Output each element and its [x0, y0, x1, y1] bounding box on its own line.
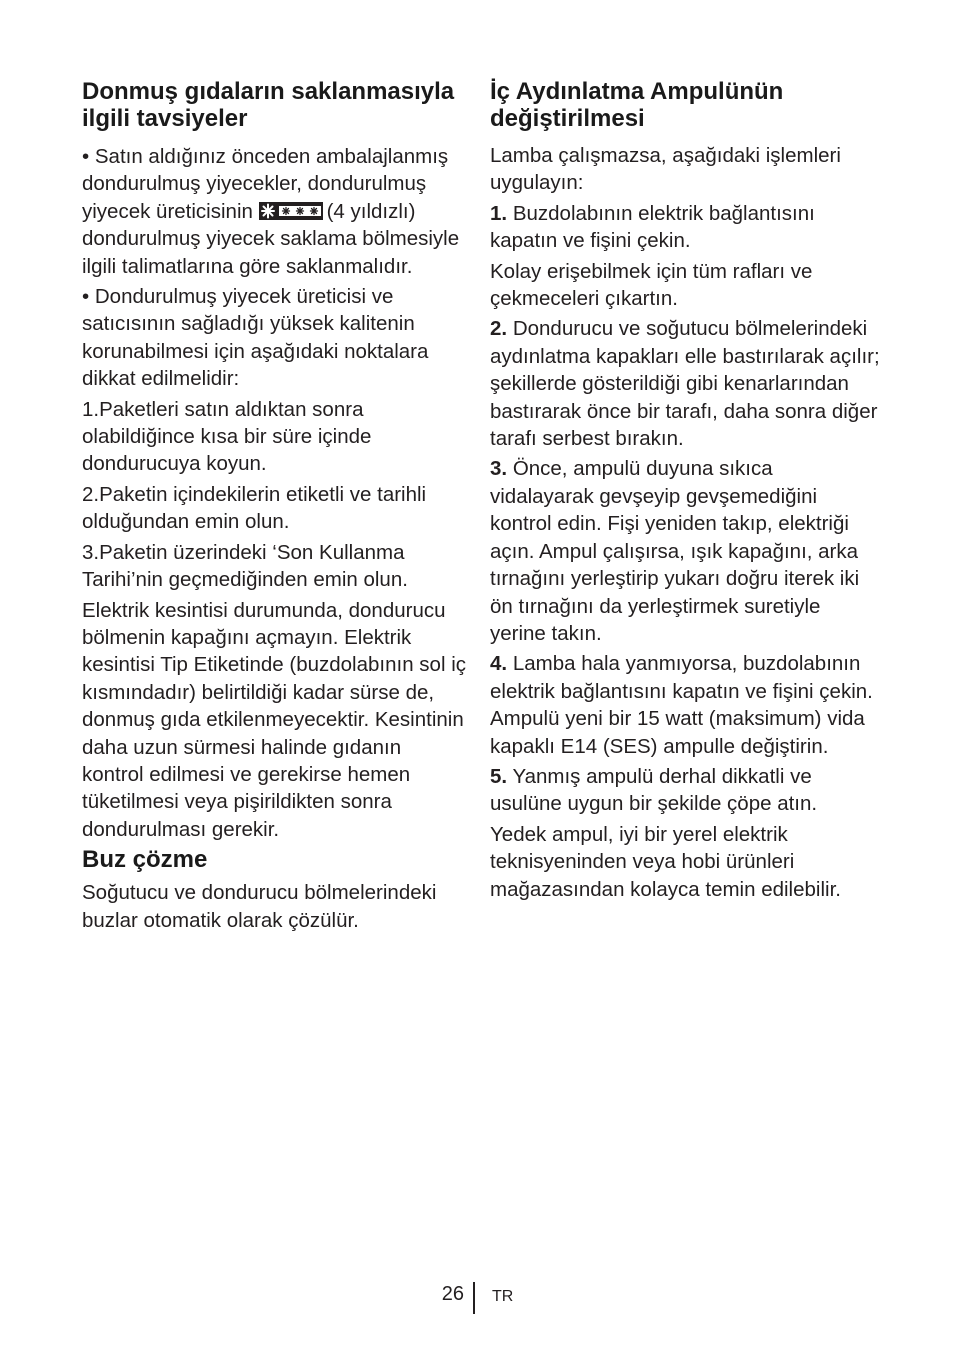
frozen-food-heading: Donmuş gıdaların saklanmasıyla ilgili tavsiyeler: [82, 78, 455, 132]
frozen-food-bullet-2: • Dondurulmuş yiyecek üreticisi ve satıcısının sağladığı yüksek kalitenin korunabilmesi için aşağıdaki noktalara dikkat edilmelidir:: [82, 285, 429, 391]
bullet-1-text-b: (4 yıldızlı) dondurulmuş yiyecek saklama bölmesiyle ilgili talimatlarına göre saklanmalıdır.: [82, 199, 460, 278]
bulb-intro: Lamba çalışmazsa, aşağıdaki işlemleri uygulayın:: [490, 144, 841, 195]
defrost-paragraph: Soğutucu ve dondurucu bölmelerindeki buzlar otomatik olarak çözülür.: [82, 881, 437, 932]
footer-divider: [473, 1282, 475, 1314]
frozen-food-bullet-1: [82, 143, 467, 280]
language-code: TR: [492, 1288, 514, 1305]
step-4-text: Lamba hala yanmıyorsa, buzdolabının elektrik bağlantısını kapatın ve fişini çekin. Ampulü yeni bir 15 watt (maksimum) vida kapaklı E14 (SES) ampulle değiştirin.: [490, 652, 873, 758]
right-column: [490, 78, 880, 906]
power-cut-paragraph: Elektrik kesintisi durumunda, dondurucu bölmenin kapağını açmayın. Elektrik kesintisi Tip Etiketinde (buzdolabının sol iç kısmındadır) belirtildiği kadar sürse de, donmuş gıda etkilenmeyecektir. Kesintinin daha uzun sürmesi halinde gıdanın kontrol edilmesi ve gerekirse hemen tüketilmesi veya pişirildikten sonra dondurulması gerekir.: [82, 598, 467, 841]
step-1-text: Buzdolabının elektrik bağlantısını kapatın ve fişini çekin.: [490, 201, 815, 253]
step-3-number: 3.: [490, 457, 508, 481]
frozen-food-point-1: 1.Paketleri satın aldıktan sonra olabildiğince kısa bir süre içinde dondurucuya koyun.: [82, 397, 372, 476]
four-star-freezer-icon: [259, 202, 323, 220]
step-2-text: Dondurucu ve soğutucu bölmelerindeki aydınlatma kapakları elle bastırılarak açılır; şekillerde gösterildiği gibi kenarlarından bastırarak önce bir tarafı, daha sonra diğer tarafı serbest bırakın.: [490, 317, 880, 451]
step-5-text: Yanmış ampulü derhal dikkatli ve usulüne uygun bir şekilde çöpe atın.: [490, 764, 818, 816]
bulb-step-3: [490, 455, 880, 647]
bulb-step-1: [490, 200, 880, 255]
step-5-number: 5.: [490, 764, 508, 788]
bulb-step-4: [490, 650, 880, 760]
spare-bulb-paragraph: Yedek ampul, iyi bir yerel elektrik teknisyeninden veya hobi ürünleri mağazasından kolayca temin edilebilir.: [490, 822, 841, 901]
bulb-step-1-extra: Kolay erişebilmek için tüm rafları ve çekmeceleri çıkartın.: [490, 259, 813, 311]
page-footer: [0, 1281, 954, 1315]
page-number: 26: [441, 1283, 464, 1305]
frozen-food-point-3: 3.Paketin üzerindeki ‘Son Kullanma Tarihi’nin geçmediğinden emin olun.: [82, 540, 408, 592]
bulb-step-5: [490, 763, 880, 818]
frozen-food-point-2: 2.Paketin içindekilerin etiketli ve tarihli olduğundan emin olun.: [82, 482, 427, 534]
step-4-number: 4.: [490, 652, 508, 676]
step-1-number: 1.: [490, 201, 508, 225]
bullet-1-text-a: • Satın aldığınız önceden ambalajlanmış dondurulmuş yiyecekler, dondurulmuş yiyecek üreticisinin: [82, 145, 449, 223]
bulb-replacement-heading: İç Aydınlatma Ampulünün değiştirilmesi: [490, 78, 784, 132]
bulb-step-2: [490, 315, 880, 452]
defrost-heading: Buz çözme: [82, 846, 208, 874]
step-2-number: 2.: [490, 317, 508, 341]
step-3-text: Önce, ampulü duyuna sıkıca vidalayarak gevşeyip gevşemediğini kontrol edin. Fişi yeniden takıp, elektriği açın. Ampul çalışırsa, ışık kapağını, arka tırnağını yerleştirip yukarı doğru iterek iki ön tırnağını da yerleştirmek suretiyle yerine takın.: [490, 457, 860, 645]
left-column: [82, 78, 467, 937]
